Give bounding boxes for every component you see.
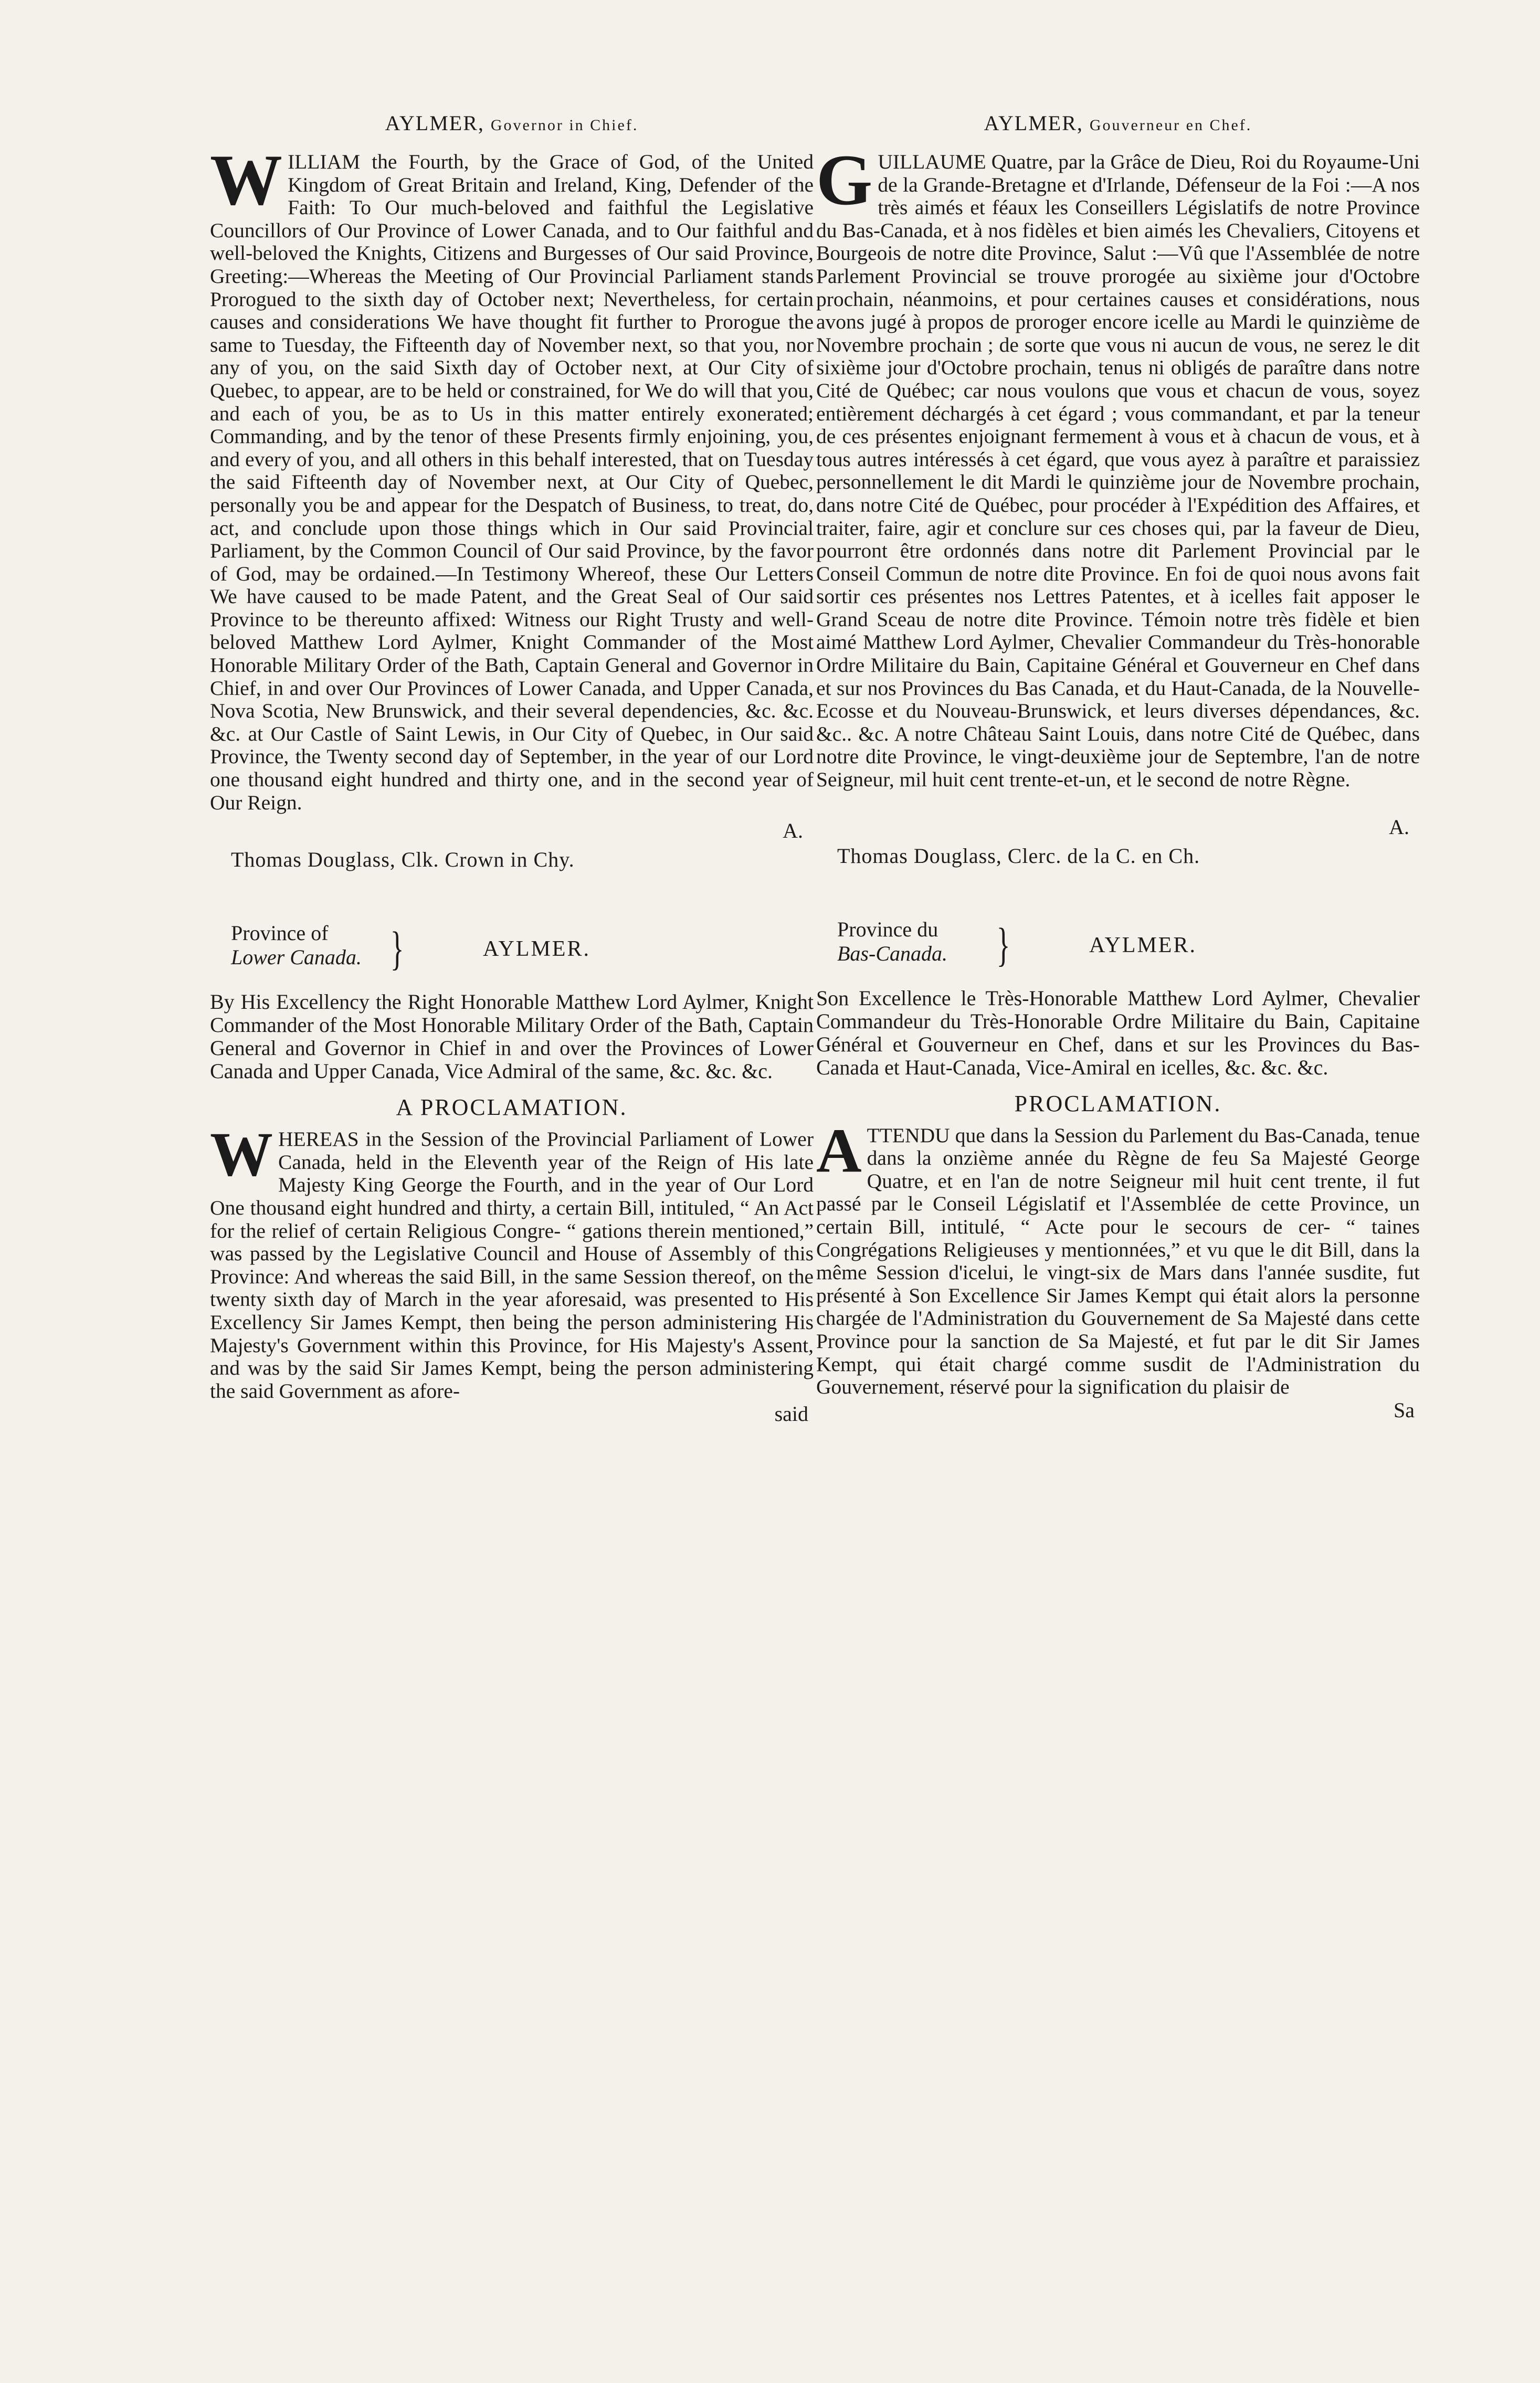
congregations-text: TTENDU que dans la Session du Parlement du Bas-Canada, tenue dans la onzième année du Règne de feu Sa Majesté George Quatre, et en l'an de notre Seigneur mil huit cent trente, il fut passé par le Conseil Législatif et l'Assemblée de cette Province, un certain Bill, intitulé, “ Acte pour le secours de cer- “ taines Congrégations Religieuses y mentionnées,” et vu que le dit Bill, dans la même Session d'icelui, le vingt-six de Mars dans l'année susdite, fut présenté à Son Excellence Sir James Kempt qui était alors la personne chargée de l'Administration du Gouvernement de Sa Majesté dans cette Province pour la sanction de Sa Majesté, et fut par le dit Sir James Kempt, qui était chargé comme susdit de l'Administration du Gouvernement, réservé pour la signification du plaisir de [816,1123,1420,1399]
prorogation-text: ILLIAM the Fourth, by the Grace of God, of the United Kingdom of Great Britain and Ireland, King, Defender of the Faith: To Our much-beloved and faithful the Legislative Councillors of Our Province of Lower Canada, and to Our faithful and well-beloved the Knights, Citizens and Burgesses of Our said Province, Greeting:—Whereas the Meeting of Our Provincial Parliament stands Prorogued to the sixth day of October next; Nevertheless, for certain causes and considerations We have thought fit further to Prorogue the same to Tuesday, the Fifteenth day of November next, so that you, nor any of you, on the said Sixth day of October next, at Our City of Quebec, to appear, are to be held or constrained, for We do will that you, and each of you, be as to Us in this matter entirely exonerated; Commanding, and by the tenor of these Presents firmly enjoining, you, and every of you, and all others in this behalf interested, that on Tuesday the said Fifteenth day of November next, at Our City of Quebec, personally you be and appear for the Despatch of Business, to treat, do, act, and conclude upon those things which in Our said Provincial Parliament, by the Common Council of Our said Province, by the favor of God, may be ordained.—In Testimony Whereof, these Our Letters We have caused to be made Patent, and the Great Seal of Our said Province to be thereunto affixed: Witness our Right Trusty and well-beloved Matthew Lord Aylmer, Knight Commander of the Most Honorable Military Order of the Bath, Captain General and Governor in Chief, in and over Our Provinces of Lower Canada, and Upper Canada, Nova Scotia, New Brunswick, and their several dependencies, &c. &c. &c. at Our Castle of Saint Lewis, in Our City of Quebec, in Our said Province, the Twenty second day of September, in the year of our Lord one thousand eight hundred and thirty one, and in the second year of Our Reign. [210,150,814,814]
drop-cap: W [210,140,282,220]
religious-congregations-proclamation-fr [816,1115,1420,1399]
drop-cap: G [816,140,873,220]
catchword: Sa [1394,1398,1415,1422]
brace: } [390,923,404,975]
header-name: AYLMER, [984,111,1083,135]
english-header [210,108,814,139]
province-heading [816,918,1420,975]
prorogation-proclamation-fr [816,140,1420,792]
catchword: said [774,1402,808,1426]
drop-cap: A [816,1115,862,1185]
aylmer-signature: AYLMER. [483,937,590,962]
signature-mark: A. [1389,815,1409,839]
signature-mark: A. [783,819,803,843]
province-label: Province du [837,917,938,941]
clerk-signature: Thomas Douglass, Clerc. de la C. en Ch. [837,843,1200,868]
religious-congregations-proclamation-en [210,1119,814,1403]
brace: } [996,919,1010,971]
province-name: Lower Canada. [231,945,362,969]
proclamation-title: A PROCLAMATION. [396,1094,628,1121]
english-column [210,108,814,1426]
province-name: Bas-Canada. [837,941,947,965]
prorogation-proclamation-en [210,140,814,814]
drop-cap: W [210,1119,273,1189]
aylmer-signature: AYLMER. [1089,933,1197,957]
header-name: AYLMER, [385,111,484,135]
province-heading [210,921,814,979]
province-label: Province of [231,921,329,945]
excellency-title-fr: Son Excellence le Très-Honorable Matthew Lord Aylmer, Chevalier Commandeur du Très-Honorable Ordre Militaire du Bain, Capitaine Général et Gouverneur en Chef, dans et sur les Provinces du Bas-Canada et Haut-Canada, Vice-Amiral en icelles, &c. &c. &c. [816,986,1420,1079]
proclamation-title: PROCLAMATION. [1014,1090,1222,1116]
french-column [816,108,1420,1422]
excellency-title-en: By His Excellency the Right Honorable Matthew Lord Aylmer, Knight Commander of the Most Honorable Military Order of the Bath, Captain General and Governor in Chief in and over the Provinces of Lower Canada and Upper Canada, Vice Admiral of the same, &c. &c. &c. [210,990,814,1083]
header-title: Gouverneur en Chef. [1089,117,1252,134]
header-title: Governor in Chief. [490,117,639,134]
prorogation-text: UILLAUME Quatre, par la Grâce de Dieu, Roi du Royaume-Uni de la Grande-Bretagne et d'Irlande, Défenseur de la Foi :—A nos très aimés et féaux les Conseillers Législatifs de notre Province du Bas-Canada, et à nos fidèles et bien aimés les Chevaliers, Citoyens et Bourgeois de notre dite Province, Salut :—Vû que l'Assemblée de notre Parlement Provincial se trouve prorogée au sixième jour d'Octobre prochain, néanmoins, et pour certaines causes et considérations, nous avons jugé à propos de proroger encore icelle au Mardi le quinzième de Novembre prochain ; de sorte que vous ni aucun de vous, ne serez le dit sixième jour d'Octobre prochain, tenus ni obligés de paraître dans notre Cité de Québec; car nous voulons que vous et chacun de vous, soyez entièrement déchargés à cet égard ; vous commandant, et par la teneur de ces présentes enjoignant fermement à vous et à chacun de vous, et à tous autres intéressés à cet égard, que vous ayez à paraître et paraissiez personnellement le dit Mardi le quinzième jour de Novembre prochain, dans notre Cité de Québec, pour procéder à l'Expédition des Affaires, et traiter, faire, agir et conclure sur ces choses qui, par la faveur de Dieu, pourront être ordonnés dans notre dit Parlement Provincial par le Conseil Commun de notre dite Province. En foi de quoi nous avons fait sortir ces présentes nos Lettres Patentes, et à icelles fait apposer le Grand Sceau de notre dite Province. Témoin notre très fidèle et bien aimé Matthew Lord Aylmer, Chevalier Commandeur du Très-honorable Ordre Militaire du Bain, Capitaine Général et Gouverneur en Chef dans et sur nos Provinces du Bas Canada, et du Haut-Canada, de la Nouvelle-Ecosse et du Nouveau-Brunswick, et leurs diverses dépendances, &c. &c.. &c. A notre Château Saint Louis, dans notre Cité de Québec, dans notre dite Province, le vingt-deuxième jour de Septembre, l'an de notre Seigneur, mil huit cent trente-et-un, et le second de notre Règne. [816,150,1420,792]
french-header [816,108,1420,139]
congregations-text: HEREAS in the Session of the Provincial Parliament of Lower Canada, held in the Eleventh year of the Reign of His late Majesty King George the Fourth, and in the year of Our Lord One thousand eight hundred and thirty, a certain Bill, intituled, “ An Act for the relief of certain Religious Congre- “ gations therein mentioned,” was passed by the Legislative Council and House of Assembly of this Province: And whereas the said Bill, in the same Session thereof, on the twenty sixth day of March in the year aforesaid, was presented to His Excellency Sir James Kempt, then being the person administering His Majesty's Government within this Province, for His Majesty's Assent, and was by the said Sir James Kempt, being the person administering the said Government as afore- [210,1127,814,1403]
clerk-signature: Thomas Douglass, Clk. Crown in Chy. [231,848,575,872]
